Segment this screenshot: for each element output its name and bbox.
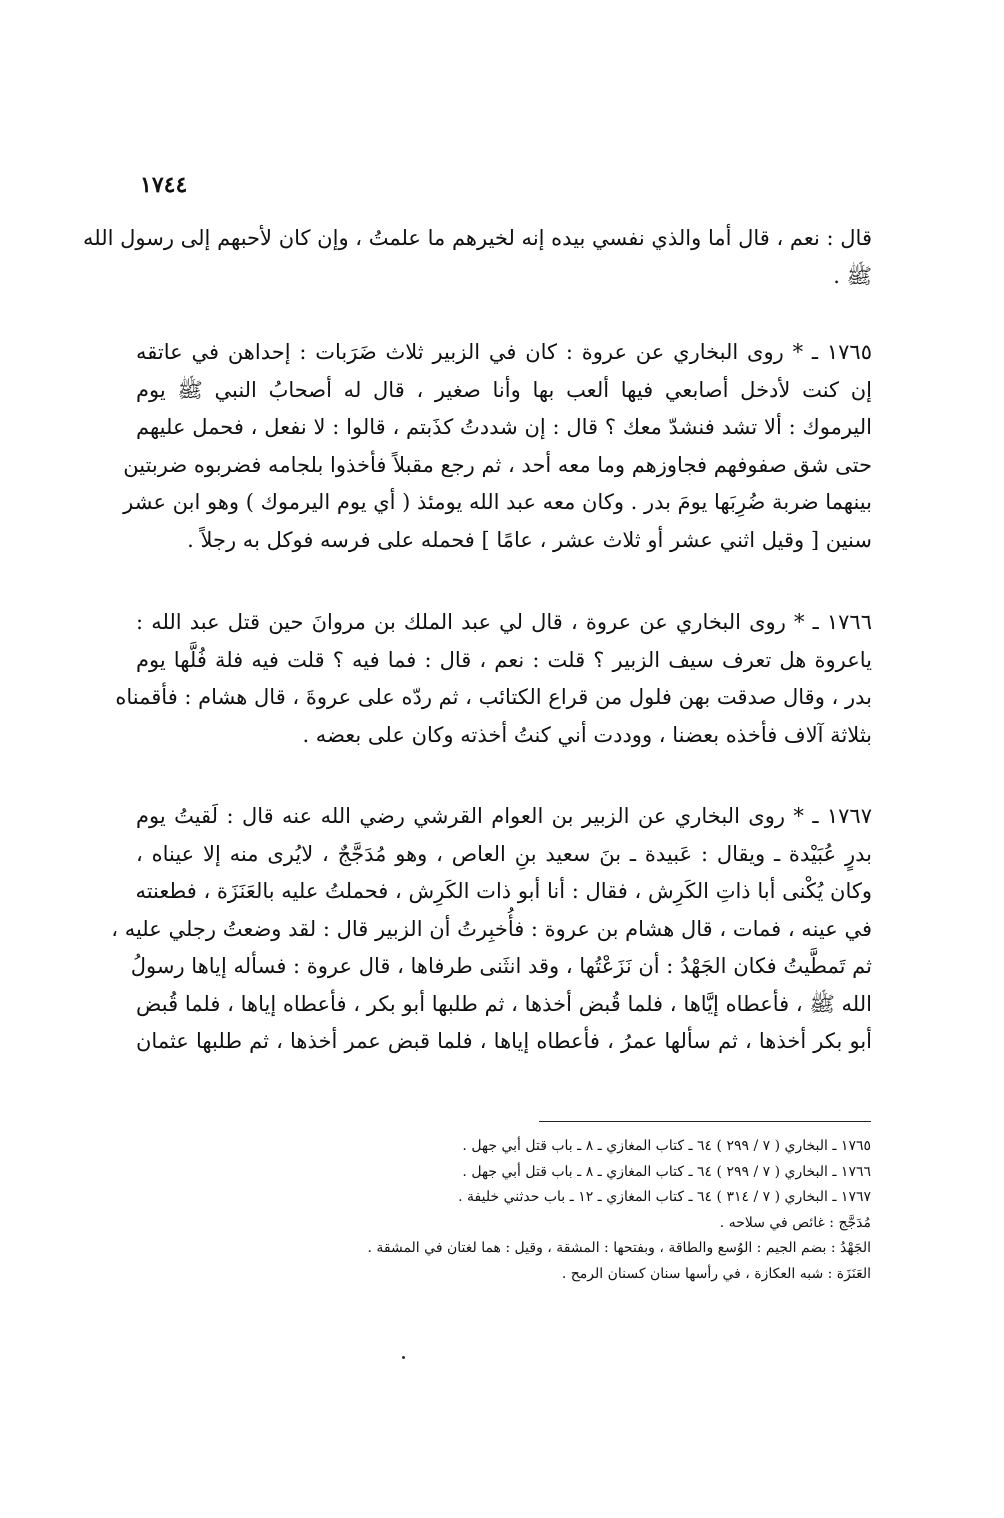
- hadith-1767: [111, 798, 872, 1061]
- text-line: حتى شق صفوفهم فجاوزهم وما معه أحد ، ثم رجع مقبلاً فأخذوا بلجامه فضربوه ضربتين: [123, 452, 872, 477]
- footnote-item: ١٧٦٦ ـ البخاري ( ٧ / ٢٩٩ ) ٦٤ ـ كتاب المغازي ـ ٨ ـ باب قتل أبي جهل .: [462, 1163, 871, 1180]
- footnote-item: مُدَجَّج : غائص في سلاحه .: [719, 1214, 871, 1231]
- stray-dot: [402, 1356, 405, 1359]
- text-line: إن كنت لأدخل أصابعي فيها ألعب بها وأنا صغير ، قال له أصحابُ النبي ﷺ يوم: [136, 377, 872, 402]
- text-line: سنين [ وقيل اثني عشر أو ثلاث عشر ، عامًا ] فحمله على فرسه فوكل به رجلاً .: [187, 527, 872, 552]
- text-line: بثلاثة آلاف فأخذه بعضنا ، ووددت أني كنتُ أخذته وكان على بعضه .: [302, 722, 872, 747]
- text-line: بدرٍ عُبَيْدة ـ ويقال : عَبيدة ـ بنَ سعيد بنِ العاص ، وهو مُدَجَّجٌ ، لايُرى منه إلا عيناه ،: [136, 841, 872, 866]
- text-line: ١٧٦٦ ـ * روى البخاري عن عروة ، قال لي عبد الملك بن مروانَ حين قتل عبد الله :: [136, 610, 872, 634]
- text-line: بينهما ضربة ضُرِبَها يومَ بدر . وكان معه عبد الله يومئذ ( أي يوم اليرموك ) وهو ابن عشر: [123, 490, 872, 514]
- text-line: في عينه ، فمات ، قال هشام بن عروة : فأُخبِرتُ أن الزبير قال : لقد وضعتُ رجلي عليه ،: [111, 916, 872, 941]
- footnote-item: ١٧٦٥ ـ البخاري ( ٧ / ٢٩٩ ) ٦٤ ـ كتاب المغازي ـ ٨ ـ باب قتل أبي جهل .: [462, 1138, 871, 1154]
- page-number: ١٧٤٤: [140, 172, 188, 198]
- text-line: ١٧٦٥ ـ * روى البخاري عن عروة : كان في الزبير ثلاث ضَرَبات : إحداهن في عاتقه: [136, 340, 872, 364]
- text-line: اليرموك : ألا تشد فنشدّ معك ؟ قال : إن شددتُ كذَبتم ، قالوا : لا نفعل ، فحمل عليهم: [136, 415, 872, 439]
- text-line: أبو بكر أخذها ، ثم سألها عمرُ ، فأعطاه إياها ، فلما قبض عمر أخذها ، ثم طلبها عثمان: [136, 1029, 872, 1053]
- text-line: الله ﷺ ، فأعطاه إيَّاها ، فلما قُبض أخذها ، ثم طلبها أبو بكر ، فأعطاه إياها ، فلما قُبض: [136, 991, 872, 1016]
- text-line: وكان يُكْنى أبا ذاتِ الكَرِش ، فقال : أنا أبو ذات الكَرِش ، فحملتُ عليه بالعَنَزَة ، فطعنته: [135, 879, 872, 903]
- text-line: ١٧٦٧ ـ * روى البخاري عن الزبير بن العوام القرشي رضي الله عنه قال : لَقيتُ يوم: [136, 804, 872, 828]
- hadith-1766: [115, 604, 872, 754]
- paragraph-continuation: [83, 220, 872, 295]
- footnote-item: الجَهْدُ : بضم الجيم : الوُسع والطاقة ، وبفتحها : المشقة ، وقيل : هما لغتان في المشقة .: [367, 1240, 871, 1256]
- text-line: بدر ، وقال صدقت بهن فلول من قراع الكتائب ، ثم ردّه على عروةَ ، قال هشام : فأقمناه: [115, 685, 872, 709]
- footnote-separator: [539, 1121, 871, 1122]
- text-line: ثم تَمطَّيتُ فكان الجَهْدُ : أن نَزَعْتُها ، وقد انثَنى طرفاها ، قال عروة : فسأله إياها رسولُ: [130, 954, 872, 978]
- footnote-item: ١٧٦٧ ـ البخاري ( ٧ / ٣١٤ ) ٦٤ ـ كتاب المغازي ـ ١٢ ـ باب حدثني خليفة .: [458, 1189, 871, 1205]
- footnote-item: العَنَزَة : شبه العكازة ، في رأسها سنان كسنان الرمح .: [561, 1265, 871, 1282]
- text-line: ﷺ .: [833, 263, 872, 288]
- text-line: ياعروة هل تعرف سيف الزبير ؟ قلت : نعم ، قال : فما فيه ؟ قلت فيه فلة فُلَّها يوم: [136, 647, 872, 672]
- footnotes: [300, 1134, 871, 1287]
- text-line: قال : نعم ، قال أما والذي نفسي بيده إنه لخيرهم ما علمتُ ، وإن كان لأحبهم إلى رسول الله: [83, 226, 872, 250]
- hadith-1765: [123, 334, 872, 559]
